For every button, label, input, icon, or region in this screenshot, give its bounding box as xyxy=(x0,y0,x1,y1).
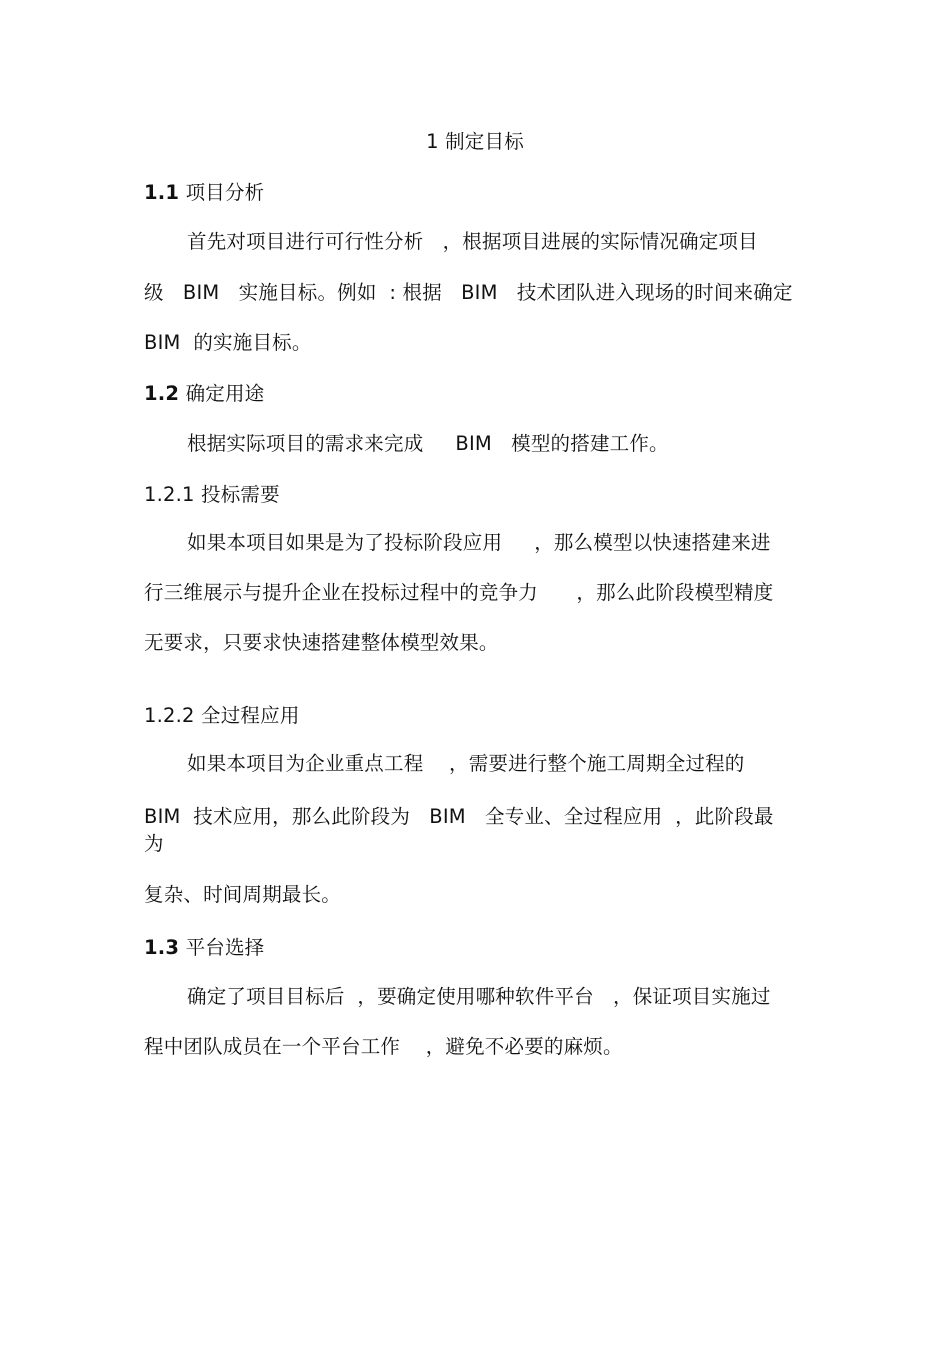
section-heading-text: 投标需要 xyxy=(201,483,280,506)
section-heading-1-2-2 xyxy=(144,703,300,729)
section-heading-1-2-1 xyxy=(144,482,280,508)
section-heading-text: 平台选择 xyxy=(185,936,265,959)
paragraph-line: 如果本项目如果是为了投标阶段应用 ，那么模型以快速搭建来进 xyxy=(187,531,771,554)
section-heading-1-2 xyxy=(144,381,264,407)
paragraph-line: 行三维展示与提升企业在投标过程中的竞争力 ，那么此阶段模型精度 xyxy=(144,581,774,604)
paragraph-line: 无要求，只要求快速搭建整体模型效果。 xyxy=(144,631,499,654)
section-heading-text: 确定用途 xyxy=(185,382,265,405)
section-heading-text: 项目分析 xyxy=(185,181,265,204)
paragraph-line: BIM 的实施目标。 xyxy=(144,331,312,354)
title-text: 制定目标 xyxy=(445,130,524,153)
paragraph-line: 为 xyxy=(144,832,164,855)
paragraph-line: 如果本项目为企业重点工程 ，需要进行整个施工周期全过程的 xyxy=(187,752,745,775)
paragraph-line: BIM 技术应用，那么此阶段为 BIM 全专业、全过程应用 ，此阶段最 xyxy=(144,805,774,828)
title-number: 1 xyxy=(426,130,439,153)
section-number: 1.1 xyxy=(144,181,180,204)
paragraph-line: 程中团队成员在一个平台工作 ，避免不必要的麻烦。 xyxy=(144,1035,623,1058)
section-heading-1-3 xyxy=(144,935,264,961)
page-title xyxy=(0,129,950,155)
section-number: 1.2.2 xyxy=(144,704,195,727)
paragraph-line: 首先对项目进行可行性分析 ，根据项目进展的实际情况确定项目 xyxy=(187,230,758,253)
paragraph-line: 根据实际项目的需求来完成 BIM 模型的搭建工作。 xyxy=(187,432,669,455)
section-heading-text: 全过程应用 xyxy=(201,704,300,727)
paragraph-line: 复杂、时间周期最长。 xyxy=(144,883,342,906)
paragraph-line: 级 BIM 实施目标。例如 : 根据 BIM 技术团队进入现场的时间来确定 xyxy=(144,281,793,304)
section-number: 1.2 xyxy=(144,382,180,405)
paragraph-line: 确定了项目目标后 ，要确定使用哪种软件平台 ，保证项目实施过 xyxy=(187,985,771,1008)
section-number: 1.2.1 xyxy=(144,483,195,506)
section-number: 1.3 xyxy=(144,936,180,959)
section-heading-1-1 xyxy=(144,180,264,206)
